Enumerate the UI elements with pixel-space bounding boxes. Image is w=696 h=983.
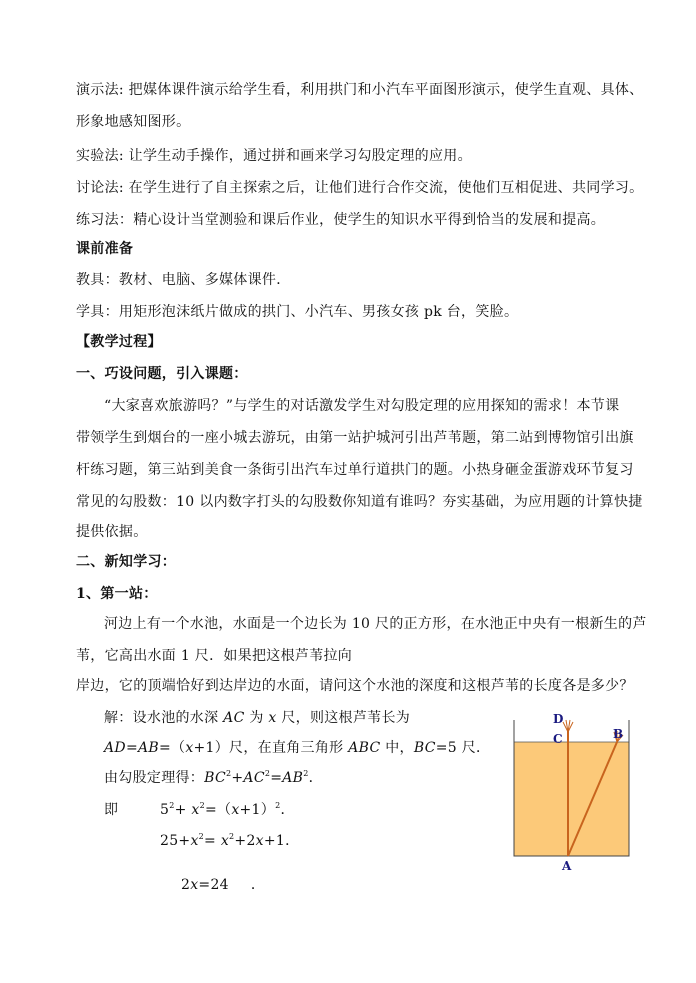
label-d: D [553,712,564,726]
prep-student-tools: 学具：用矩形泡沫纸片做成的拱门、小汽车、男孩女孩 pk 台，笑脸。 [76,304,519,320]
pool-reed-diagram [506,708,636,873]
reed-tip-top [563,720,573,732]
station1-heading: 1、第一站： [76,586,158,602]
label-c: C [553,732,563,746]
solution-line-6: 2x=24 ． [181,877,266,893]
section1-heading: 一、巧设问题，引入课题： [76,366,248,382]
intro-line-1: “大家喜欢旅游吗？”与学生的对话激发学生对勾股定理的应用探知的需求！本节课 [104,398,620,414]
method-discussion: 讨论法: 在学生进行了自主探索之后，让他们进行合作交流，使他们互相促进、共同学习。 [76,180,644,196]
method-experiment: 实验法: 让学生动手操作，通过拼和画来学习勾股定理的应用。 [76,148,472,164]
process-heading: 【教学过程】 [76,334,162,350]
solution-line-4-label: 即 [104,802,119,818]
solution-line-2: AD=AB=（x+1）尺，在直角三角形 ABC 中，BC=5 尺． [104,740,491,756]
intro-line-2: 带领学生到烟台的一座小城去游玩，由第一站护城河引出芦苇题，第二站到博物馆引出旗 [76,430,634,446]
solution-line-5: $25+x^2= x^2+2x+1$． [160,832,300,849]
problem-line-2: 苇，它高出水面 1 尺．如果把这根芦苇拉向 [76,648,353,664]
method-demo-line-1: 演示法: 把媒体课件演示给学生看，利用拱门和小汽车平面图形演示，使学生直观、具体、 [76,82,644,98]
solution-line-4: $5^2+ x^2=(x+1)^2$． [160,801,295,818]
solution-line-3: 由勾股定理得：$BC^2+AC^2=AB^2$． [104,769,323,786]
method-demo-line-2: 形象地感知图形。 [76,114,191,130]
prep-teacher-tools: 教具：教材、电脑、多媒体课件． [76,272,291,288]
intro-line-5: 提供依据。 [76,524,148,540]
prep-heading: 课前准备 [76,241,134,257]
intro-line-3: 杆练习题，第三站到美食一条街引出汽车过单行道拱门的题。小热身砸金蛋游戏环节复习 [76,462,634,478]
problem-line-3: 岸边，它的顶端恰好到达岸边的水面，请问这个水池的深度和这根芦苇的长度各是多少？ [76,678,634,694]
solution-line-1: 解：设水池的水深 AC 为 x 尺，则这根芦苇长为 [104,710,411,726]
water-region [514,742,629,856]
intro-line-4: 常见的勾股数：10 以内数字打头的勾股数你知道有谁吗？夯实基础，为应用题的计算快捷 [76,494,643,510]
label-b: B [613,727,624,741]
label-a: A [562,859,572,873]
problem-line-1: 河边上有一个水池，水面是一个边长为 10 尺的正方形，在水池正中央有一根新生的芦 [104,616,647,632]
method-practice: 练习法：精心设计当堂测验和课后作业，使学生的知识水平得到恰当的发展和提高。 [76,212,606,228]
section2-heading: 二、新知学习： [76,554,177,570]
